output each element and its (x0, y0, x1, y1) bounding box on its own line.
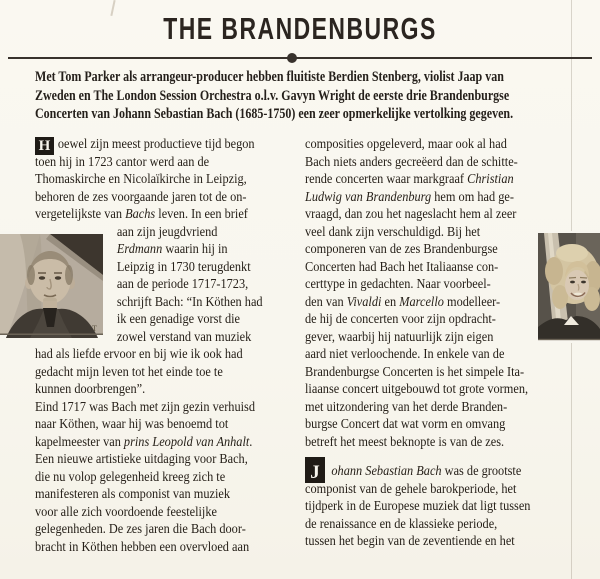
text-line: Concerten van Johann Sebastian Bach (1685-1750) een zeer opmerkelijke vertolking gegeven. (35, 106, 514, 122)
svg-text:T: T (92, 324, 97, 333)
text-line: burgse Concert dat wat vorm en omvang (305, 417, 506, 432)
text-line: Ludwig van Brandenburg hem om had ge- (305, 189, 514, 205)
text-line: de hij de concerten voor zijn opdracht- (305, 312, 496, 327)
text-line: veel dank zijn verschuldigd. Bij het (305, 224, 481, 240)
text-line: tussen het begin van de zeventiende en het (305, 534, 515, 549)
text-line: gelegenheden. De zes jaren die Bach door- (35, 522, 246, 537)
text-line: die nu volop gelegenheid kreeg zich te (35, 469, 226, 485)
text-line: had als liefde ervoor en bij wie ik ook had (35, 347, 243, 362)
page-title: THE BRANDENBURGS (163, 11, 437, 46)
right-paragraph-1 (305, 136, 569, 241)
left-paragraph-after-photo (35, 346, 299, 556)
text-line: toen hij in 1723 cantor werd aan de (35, 154, 210, 170)
dropcap-j: J (305, 457, 325, 483)
text-line: de renaissance en de klassieke periode, (305, 516, 498, 532)
text-line: componeren van de zes Brandenburgse (305, 242, 498, 257)
text-line: betreft het meest beknopte is van de zes. (305, 434, 505, 450)
right-paragraph-beside-photo (305, 241, 569, 346)
text-line: composities opgeleverd, maar ook al had (305, 137, 507, 152)
right-paragraph-after-photo (305, 346, 569, 451)
intro-paragraph (35, 68, 565, 124)
text-line: vergetelijkste van Bachs leven. In een brief (35, 207, 248, 222)
text-line: componist van de gehele barokperiode, het (305, 481, 517, 497)
text-line: ohann Sebastian Bach was de grootste (331, 464, 522, 479)
text-line: den van Vivaldi en Marcello modelleer- (305, 294, 501, 310)
title-divider (8, 57, 592, 59)
text-line: behoren de zes voorgaande jaren tot de on- (35, 189, 247, 205)
left-paragraph-1 (35, 136, 299, 224)
text-line: zowel verstand van muziek (116, 329, 252, 345)
dropcap-h: H (35, 137, 54, 155)
text-line: Erdmann waarin hij in (116, 242, 228, 257)
divider-dot (287, 53, 297, 63)
text-line: Brandenburgse Concerten is het simpele Ita- (305, 364, 525, 380)
right-column (305, 136, 569, 551)
left-column (35, 136, 299, 556)
text-line: Eind 1717 was Bach met zijn gezin verhuisd (35, 399, 255, 415)
text-line: kunnen doorbrengen”. (35, 382, 146, 397)
text-line: Thomaskirche en Nicolaïkirche in Leipzig, (35, 172, 247, 187)
text-line: aard niet verloochende. In enkele van de (305, 347, 505, 362)
text-line: schrijft Bach: “In Köthen had (116, 294, 263, 310)
text-line: gever, waarbij hij natuurlijk zijn eigen (305, 329, 494, 345)
text-line: aan de periode 1717-1723, (116, 277, 249, 292)
text-line: Leipzig in 1730 terugdenkt (116, 259, 251, 275)
text-line: manifesteren als componist van muziek (35, 487, 231, 502)
text-line: Zweden en The London Session Orchestra o.l.v. Gavyn Wright de eerste drie Brandenburgse (35, 87, 510, 104)
text-line: bracht in Köthen hebben een overvloed aan (35, 539, 250, 555)
text-line: vraagd, dan zou het nageslacht hem al zeer (305, 207, 517, 222)
text-line: ik een genadige vorst die (116, 312, 240, 327)
text-line: Bach niets anders gecreëerd dan de schitte- (305, 154, 518, 170)
text-line: Concerten had Bach het Italiaanse con- (305, 259, 499, 275)
text-line: aan zijn jeugdvriend (116, 224, 218, 240)
woman-portrait-photo (536, 231, 600, 343)
text-line: voor alle zich voordoende feestelijke (35, 504, 217, 520)
second-article-paragraph (305, 463, 569, 551)
text-line: liaanse concert uitgebouwd tot grote vormen, (305, 382, 529, 397)
text-line: rende concerten waar markgraaf Christian (305, 172, 514, 187)
text-line: naar Köthen, waar hij was benoemd tot (35, 417, 229, 432)
text-line: Met Tom Parker als arrangeur-producer hebben fluitiste Berdien Stenberg, violist Jaap van (35, 69, 504, 85)
text-line: oewel zijn meest productieve tijd begon (57, 137, 255, 152)
text-line: met uitzondering van het derde Branden- (305, 399, 508, 415)
text-line: Een nieuwe artistieke uitdaging voor Bach, (35, 452, 248, 467)
text-line: certtype in gedachten. Naar voorbeel- (305, 277, 491, 292)
man-portrait-photo (0, 231, 106, 338)
text-line: tijdperk in de Europese muziek dat ligt tussen (305, 499, 531, 514)
text-line: kapelmeester van prins Leopold van Anhalt. (35, 434, 253, 450)
text-line: gedacht mijn leven tot het einde toe te (35, 364, 223, 380)
right-paragraph-2 (305, 463, 569, 551)
